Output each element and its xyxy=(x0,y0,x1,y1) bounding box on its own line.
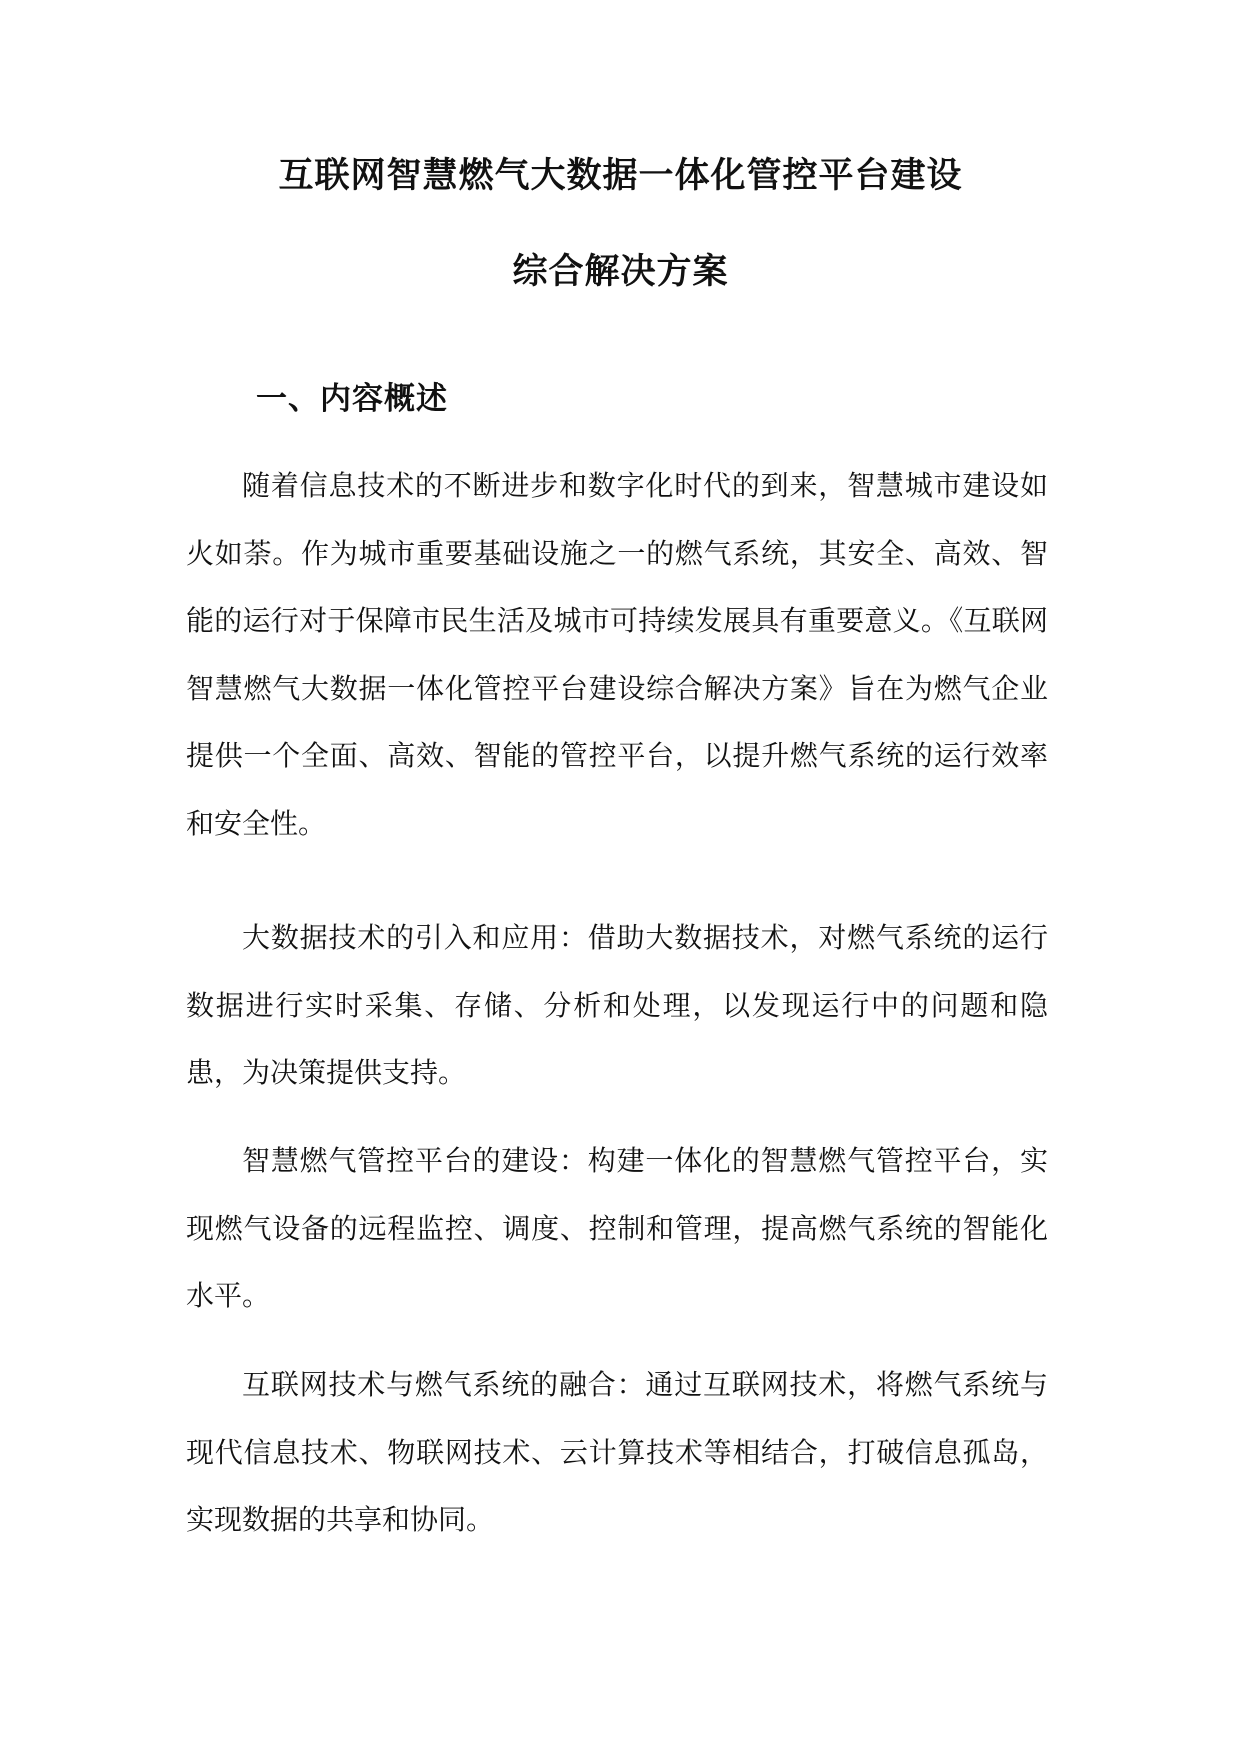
paragraph-control-platform: 智慧燃气管控平台的建设：构建一体化的智慧燃气管控平台，实现燃气设备的远程监控、调度、控制和管理，提高燃气系统的智能化水平。 xyxy=(186,1144,1048,1312)
paragraph-intro: 随着信息技术的不断进步和数字化时代的到来，智慧城市建设如火如荼。作为城市重要基础设施之一的燃气系统，其安全、高效、智能的运行对于保障市民生活及城市可持续发展具有重要意义。《互联网智慧燃气大数据一体化管控平台建设综合解决方案》旨在为燃气企业提供一个全面、高效、智能的管控平台，以提升燃气系统的运行效率和安全性。 xyxy=(186,469,1048,840)
section-heading-overview: 一、内容概述 xyxy=(256,381,448,417)
paragraph-big-data: 大数据技术的引入和应用：借助大数据技术，对燃气系统的运行数据进行实时采集、存储、分析和处理，以发现运行中的问题和隐患，为决策提供支持。 xyxy=(186,921,1048,1089)
document-title-line-1: 互联网智慧燃气大数据一体化管控平台建设 xyxy=(278,155,963,196)
paragraph-internet-integration: 互联网技术与燃气系统的融合：通过互联网技术，将燃气系统与现代信息技术、物联网技术、云计算技术等相结合，打破信息孤岛，实现数据的共享和协同。 xyxy=(186,1368,1048,1536)
document-title-line-2: 综合解决方案 xyxy=(512,251,729,292)
